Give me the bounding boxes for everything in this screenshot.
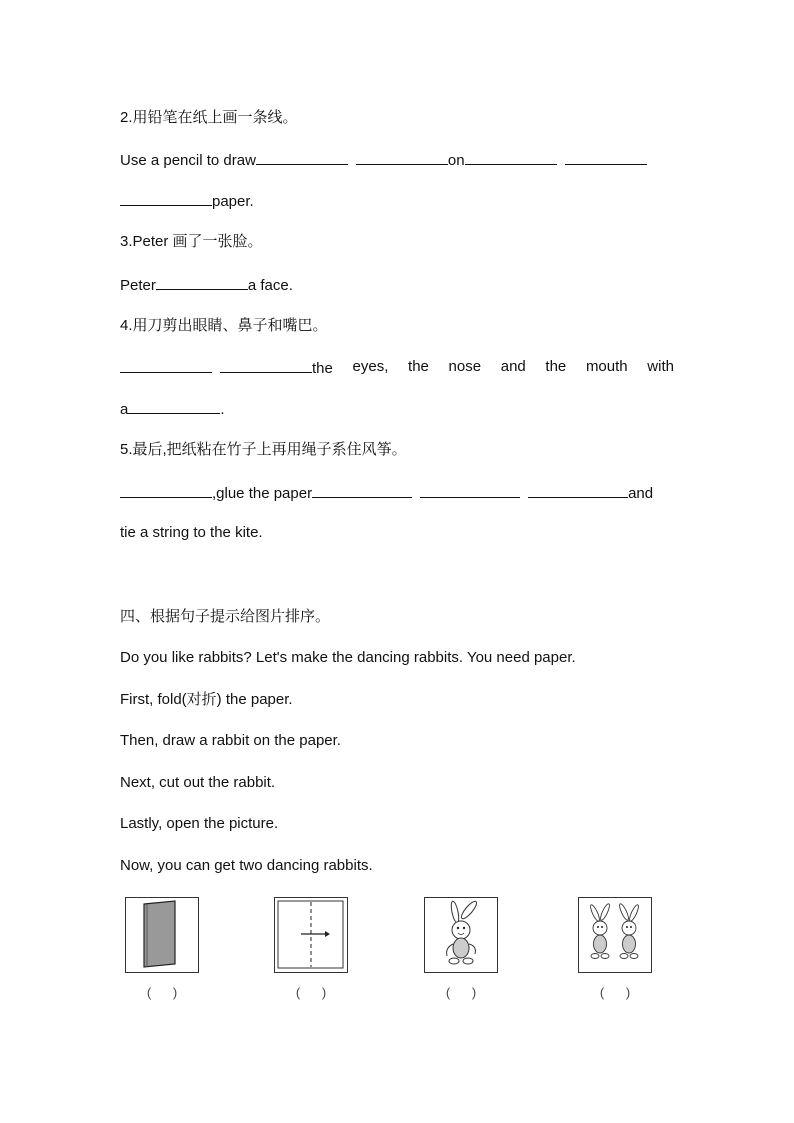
answer-parenthesis[interactable]: ( ) bbox=[599, 985, 631, 1000]
rabbit-icon bbox=[425, 898, 496, 971]
q5-english-line2: tie a string to the kite. bbox=[120, 524, 263, 541]
fold-arrow-icon bbox=[275, 898, 346, 971]
section4-line: Then, draw a rabbit on the paper. bbox=[120, 732, 341, 749]
answer-parenthesis[interactable]: ( ) bbox=[295, 985, 327, 1000]
answer-blank[interactable] bbox=[312, 482, 412, 498]
q4-word: mouth bbox=[585, 358, 628, 375]
answer-blank[interactable] bbox=[565, 149, 647, 165]
section4-line: Do you like rabbits? Let's make the dancing rabbits. You need paper. bbox=[120, 649, 576, 666]
q4-word: the bbox=[408, 358, 429, 375]
q5-english-line1 bbox=[120, 482, 674, 504]
q4-english-line1 bbox=[120, 357, 674, 379]
folded-paper-picture bbox=[125, 897, 199, 973]
answer-blank[interactable] bbox=[128, 398, 220, 414]
answer-blank[interactable] bbox=[420, 482, 520, 498]
two-rabbits-picture bbox=[578, 897, 652, 973]
q4-word: the bbox=[545, 358, 567, 375]
two-rabbits-icon bbox=[579, 898, 650, 971]
answer-blank[interactable] bbox=[528, 482, 628, 498]
answer-blank[interactable] bbox=[120, 357, 212, 373]
section4-line: Now, you can get two dancing rabbits. bbox=[120, 857, 373, 874]
q2-chinese: 2.用铅笔在纸上画一条线。 bbox=[120, 109, 298, 126]
q2-english-line2 bbox=[120, 190, 674, 212]
section4-line: First, fold(对折) the paper. bbox=[120, 691, 293, 708]
q3-chinese: 3.Peter 画了一张脸。 bbox=[120, 233, 263, 250]
section4-line: Next, cut out the rabbit. bbox=[120, 774, 276, 791]
q4-blanks-group bbox=[120, 357, 333, 379]
answer-blank[interactable] bbox=[356, 149, 448, 165]
q4-word: eyes, bbox=[352, 358, 389, 375]
q5-text-a: ,glue the paper bbox=[212, 485, 313, 502]
q4-word: nose bbox=[448, 358, 482, 375]
q4-word: the bbox=[312, 360, 333, 377]
folded-paper-icon bbox=[126, 898, 197, 971]
q5-text-b: and bbox=[628, 485, 654, 502]
answer-blank[interactable] bbox=[120, 190, 212, 206]
q4-word: and bbox=[500, 358, 526, 375]
q4-english-line2 bbox=[120, 398, 674, 420]
answer-blank[interactable] bbox=[220, 357, 312, 373]
q3-text-b: a face. bbox=[247, 277, 293, 294]
q2-text-c: paper. bbox=[212, 193, 254, 210]
q4-word: with bbox=[647, 358, 674, 375]
q2-text-a: Use a pencil to draw bbox=[120, 152, 256, 169]
q5-chinese: 5.最后,把纸粘在竹子上再用绳子系住风筝。 bbox=[120, 441, 407, 458]
paper-fold-line-picture bbox=[274, 897, 348, 973]
answer-blank[interactable] bbox=[256, 149, 348, 165]
answer-blank[interactable] bbox=[120, 482, 212, 498]
q3-english bbox=[120, 274, 674, 296]
answer-blank[interactable] bbox=[156, 274, 248, 290]
section4-line: Lastly, open the picture. bbox=[120, 815, 279, 832]
section4-title: 四、根据句子提示给图片排序。 bbox=[120, 608, 331, 625]
one-rabbit-picture bbox=[424, 897, 498, 973]
picture-row bbox=[0, 897, 794, 1007]
q4-chinese: 4.用刀剪出眼睛、鼻子和嘴巴。 bbox=[120, 317, 328, 334]
q2-english-line1 bbox=[120, 149, 674, 171]
answer-parenthesis[interactable]: ( ) bbox=[445, 985, 477, 1000]
q2-text-b: on bbox=[447, 152, 465, 169]
q3-text-a: Peter bbox=[120, 277, 156, 294]
q4-text-a: a bbox=[120, 401, 129, 418]
q4-text-b: . bbox=[220, 401, 225, 418]
answer-blank[interactable] bbox=[465, 149, 557, 165]
answer-parenthesis[interactable]: ( ) bbox=[146, 985, 178, 1000]
